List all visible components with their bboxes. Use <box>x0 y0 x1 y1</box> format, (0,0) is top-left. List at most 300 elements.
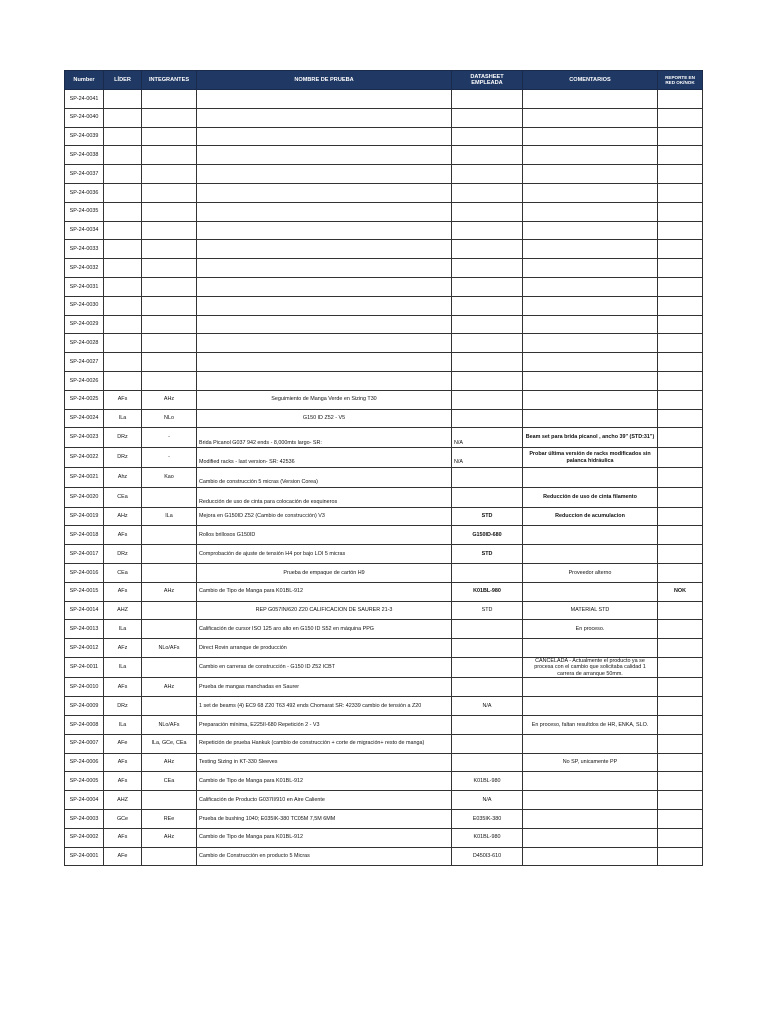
cell-nombre: Seguimiento de Manga Verde en Sizing T30 <box>197 390 452 409</box>
cell-number: SP-24-0033 <box>65 240 104 259</box>
table-row <box>65 582 703 601</box>
cell-nombre: Cambio de Tipo de Manga para K01BL-912 <box>197 772 452 791</box>
table-row <box>65 277 703 296</box>
cell-comentarios <box>523 678 658 697</box>
cell-number: SP-24-0025 <box>65 390 104 409</box>
cell-reporte <box>658 734 703 753</box>
cell-comentarios <box>523 371 658 390</box>
table-row <box>65 409 703 428</box>
cell-number: SP-24-0012 <box>65 639 104 658</box>
cell-nombre <box>197 315 452 334</box>
cell-nombre: Cambio de Tipo de Manga para K01BL-912 <box>197 828 452 847</box>
cell-datasheet: K01BL-980 <box>452 772 523 791</box>
cell-number: SP-24-0026 <box>65 371 104 390</box>
cell-number: SP-24-0035 <box>65 202 104 221</box>
cell-nombre: Calificación de Producto G037II/910 en Aire Caliente <box>197 791 452 810</box>
cell-nombre <box>197 334 452 353</box>
cell-datasheet <box>452 202 523 221</box>
cell-number: SP-24-0039 <box>65 127 104 146</box>
cell-datasheet: N/A <box>452 448 523 468</box>
cell-integrantes <box>142 353 197 372</box>
cell-comentarios <box>523 165 658 184</box>
cell-reporte <box>658 259 703 278</box>
table-row <box>65 828 703 847</box>
cell-comentarios <box>523 90 658 109</box>
table-row <box>65 146 703 165</box>
cell-number: SP-24-0030 <box>65 296 104 315</box>
cell-nombre <box>197 277 452 296</box>
cell-integrantes <box>142 371 197 390</box>
cell-number: SP-24-0001 <box>65 847 104 866</box>
cell-reporte: NOK <box>658 582 703 601</box>
cell-nombre: Prueba de empaque de cartón H9 <box>197 563 452 582</box>
cell-comentarios <box>523 108 658 127</box>
cell-reporte <box>658 828 703 847</box>
cell-comentarios <box>523 315 658 334</box>
cell-reporte <box>658 90 703 109</box>
cell-reporte <box>658 847 703 866</box>
cell-datasheet <box>452 734 523 753</box>
cell-datasheet <box>452 620 523 639</box>
table-row <box>65 601 703 620</box>
cell-reporte <box>658 296 703 315</box>
cell-datasheet: G150ID-680 <box>452 526 523 545</box>
cell-number: SP-24-0004 <box>65 791 104 810</box>
cell-comentarios <box>523 545 658 564</box>
cell-reporte <box>658 791 703 810</box>
header-lider: LÍDER <box>104 71 142 90</box>
cell-comentarios: No SP, unicamente PP <box>523 753 658 772</box>
cell-lider <box>104 127 142 146</box>
cell-reporte <box>658 165 703 184</box>
cell-number: SP-24-0009 <box>65 697 104 716</box>
cell-datasheet <box>452 353 523 372</box>
cell-nombre <box>197 202 452 221</box>
cell-comentarios <box>523 809 658 828</box>
cell-number: SP-24-0019 <box>65 507 104 526</box>
cell-number: SP-24-0002 <box>65 828 104 847</box>
cell-integrantes <box>142 183 197 202</box>
cell-reporte <box>658 467 703 487</box>
cell-reporte <box>658 716 703 735</box>
cell-datasheet <box>452 716 523 735</box>
cell-integrantes <box>142 146 197 165</box>
cell-number: SP-24-0038 <box>65 146 104 165</box>
cell-lider: Ahz <box>104 467 142 487</box>
cell-lider: DRz <box>104 428 142 448</box>
cell-lider <box>104 240 142 259</box>
table-row <box>65 371 703 390</box>
cell-integrantes <box>142 563 197 582</box>
cell-integrantes: AHz <box>142 678 197 697</box>
cell-datasheet: N/A <box>452 791 523 810</box>
table-row <box>65 545 703 564</box>
cell-comentarios <box>523 353 658 372</box>
cell-datasheet: N/A <box>452 697 523 716</box>
table-row <box>65 296 703 315</box>
table-row <box>65 353 703 372</box>
cell-integrantes: AHz <box>142 582 197 601</box>
cell-lider: AHz <box>104 507 142 526</box>
cell-reporte <box>658 428 703 448</box>
table-row <box>65 716 703 735</box>
table-row <box>65 334 703 353</box>
cell-lider: AFs <box>104 390 142 409</box>
cell-lider: DRz <box>104 697 142 716</box>
cell-integrantes <box>142 601 197 620</box>
cell-number: SP-24-0027 <box>65 353 104 372</box>
table-row <box>65 734 703 753</box>
cell-reporte <box>658 487 703 507</box>
cell-comentarios <box>523 847 658 866</box>
header-datasheet: DATASHEET EMPLEADA <box>452 71 523 90</box>
cell-datasheet <box>452 183 523 202</box>
table-row <box>65 753 703 772</box>
cell-number: SP-24-0018 <box>65 526 104 545</box>
cell-comentarios <box>523 734 658 753</box>
cell-reporte <box>658 772 703 791</box>
cell-number: SP-24-0016 <box>65 563 104 582</box>
cell-lider <box>104 353 142 372</box>
cell-integrantes <box>142 240 197 259</box>
cell-integrantes: AHz <box>142 828 197 847</box>
cell-reporte <box>658 639 703 658</box>
cell-datasheet <box>452 240 523 259</box>
cell-comentarios <box>523 697 658 716</box>
cell-number: SP-24-0006 <box>65 753 104 772</box>
cell-reporte <box>658 371 703 390</box>
cell-comentarios: En proceso. <box>523 620 658 639</box>
cell-nombre: Cambio en carreras de construcción - G150 ID Z52 ICBT <box>197 657 452 678</box>
cell-number: SP-24-0028 <box>65 334 104 353</box>
cell-comentarios: Reduccion de acumulacion <box>523 507 658 526</box>
cell-datasheet <box>452 390 523 409</box>
cell-reporte <box>658 809 703 828</box>
cell-datasheet: K01BL-980 <box>452 582 523 601</box>
cell-nombre: Modified racks - last version- SR: 42536 <box>197 448 452 468</box>
cell-reporte <box>658 448 703 468</box>
cell-comentarios: MATERIAL STD <box>523 601 658 620</box>
table-row <box>65 90 703 109</box>
cell-lider: DRz <box>104 448 142 468</box>
cell-lider <box>104 296 142 315</box>
cell-reporte <box>658 277 703 296</box>
header-comentarios: COMENTARIOS <box>523 71 658 90</box>
cell-lider: AFe <box>104 847 142 866</box>
cell-number: SP-24-0003 <box>65 809 104 828</box>
cell-nombre <box>197 371 452 390</box>
cell-number: SP-24-0041 <box>65 90 104 109</box>
cell-number: SP-24-0023 <box>65 428 104 448</box>
cell-lider: ILa <box>104 716 142 735</box>
cell-lider: AFs <box>104 678 142 697</box>
cell-nombre <box>197 240 452 259</box>
cell-lider: AHZ <box>104 601 142 620</box>
table-row <box>65 108 703 127</box>
cell-lider <box>104 146 142 165</box>
cell-lider: ILa <box>104 657 142 678</box>
cell-integrantes: - <box>142 428 197 448</box>
cell-datasheet: K01BL-980 <box>452 828 523 847</box>
cell-comentarios <box>523 582 658 601</box>
cell-comentarios: Reducción de uso de cinta filamento <box>523 487 658 507</box>
cell-lider <box>104 221 142 240</box>
table-row <box>65 202 703 221</box>
cell-integrantes <box>142 334 197 353</box>
cell-nombre: Preparación mínima, E225II-680 Repetición 2 - V3 <box>197 716 452 735</box>
cell-reporte <box>658 507 703 526</box>
cell-integrantes: NLo/AFs <box>142 639 197 658</box>
cell-integrantes <box>142 165 197 184</box>
cell-comentarios <box>523 828 658 847</box>
cell-comentarios <box>523 146 658 165</box>
cell-nombre: Brida Picanol G037 942 ends - 8,000mts largo- SR: <box>197 428 452 448</box>
cell-lider: DRz <box>104 545 142 564</box>
table-row <box>65 127 703 146</box>
cell-datasheet: STD <box>452 507 523 526</box>
cell-nombre <box>197 146 452 165</box>
table-row <box>65 507 703 526</box>
cell-nombre <box>197 183 452 202</box>
cell-lider <box>104 165 142 184</box>
cell-reporte <box>658 146 703 165</box>
cell-datasheet <box>452 563 523 582</box>
cell-integrantes: NLo/AFs <box>142 716 197 735</box>
cell-comentarios: Beam set para brida picanol , ancho 39" (STD:31") <box>523 428 658 448</box>
cell-integrantes: REe <box>142 809 197 828</box>
cell-reporte <box>658 221 703 240</box>
cell-integrantes: AHz <box>142 390 197 409</box>
table-row <box>65 847 703 866</box>
cell-integrantes <box>142 90 197 109</box>
table-row <box>65 221 703 240</box>
cell-comentarios: Probar última versión de racks modificados sin palanca hidráulica <box>523 448 658 468</box>
cell-reporte <box>658 657 703 678</box>
cell-comentarios <box>523 526 658 545</box>
table-row <box>65 428 703 448</box>
cell-number: SP-24-0020 <box>65 487 104 507</box>
cell-number: SP-24-0029 <box>65 315 104 334</box>
cell-nombre: Comprobación de ajuste de tensión H4 por bajo LOI 5 micras <box>197 545 452 564</box>
cell-lider: CEa <box>104 487 142 507</box>
cell-comentarios <box>523 277 658 296</box>
cell-nombre: Cambio de Tipo de Manga para K01BL-912 <box>197 582 452 601</box>
header-reporte: REPORTE EN RED OK/NOK <box>658 71 703 90</box>
cell-comentarios <box>523 127 658 146</box>
cell-reporte <box>658 390 703 409</box>
cell-number: SP-24-0036 <box>65 183 104 202</box>
cell-integrantes: - <box>142 448 197 468</box>
cell-integrantes <box>142 545 197 564</box>
cell-datasheet <box>452 108 523 127</box>
cell-comentarios: CANCELADA - Actualmente el producto ya se procesa con el cambio que solicitaba calidad 1 carrera de arranque 50mm. <box>523 657 658 678</box>
cell-lider: AFs <box>104 582 142 601</box>
cell-datasheet <box>452 409 523 428</box>
cell-integrantes <box>142 487 197 507</box>
cell-comentarios <box>523 639 658 658</box>
cell-datasheet: STD <box>452 601 523 620</box>
table-row <box>65 678 703 697</box>
table-row <box>65 467 703 487</box>
cell-lider <box>104 277 142 296</box>
cell-datasheet <box>452 334 523 353</box>
cell-comentarios <box>523 409 658 428</box>
cell-number: SP-24-0014 <box>65 601 104 620</box>
cell-comentarios <box>523 240 658 259</box>
cell-nombre: Prueba de mangas manchadas en Saurer <box>197 678 452 697</box>
cell-lider: AFs <box>104 526 142 545</box>
cell-nombre: REP G057IN/620 Z20 CALIFICACION DE SAURER 21-3 <box>197 601 452 620</box>
cell-integrantes: CEa <box>142 772 197 791</box>
cell-reporte <box>658 108 703 127</box>
cell-integrantes <box>142 108 197 127</box>
cell-reporte <box>658 601 703 620</box>
cell-comentarios <box>523 467 658 487</box>
cell-integrantes: NLo <box>142 409 197 428</box>
cell-integrantes <box>142 127 197 146</box>
cell-datasheet: STD <box>452 545 523 564</box>
table-row <box>65 791 703 810</box>
cell-datasheet <box>452 315 523 334</box>
cell-lider: AHZ <box>104 791 142 810</box>
cell-number: SP-24-0008 <box>65 716 104 735</box>
cell-lider: CEa <box>104 563 142 582</box>
header-number: Number <box>65 71 104 90</box>
cell-number: SP-24-0021 <box>65 467 104 487</box>
cell-integrantes <box>142 315 197 334</box>
cell-nombre: Direct Rovin arranque de producción <box>197 639 452 658</box>
header-nombre: NOMBRE DE PRUEBA <box>197 71 452 90</box>
cell-comentarios <box>523 296 658 315</box>
cell-number: SP-24-0022 <box>65 448 104 468</box>
header-row <box>65 71 703 90</box>
cell-reporte <box>658 526 703 545</box>
cell-datasheet: D450I3-610 <box>452 847 523 866</box>
cell-integrantes <box>142 526 197 545</box>
cell-integrantes <box>142 697 197 716</box>
cell-datasheet <box>452 371 523 390</box>
cell-datasheet <box>452 146 523 165</box>
cell-nombre: Cambio de construcción 5 micras (Version Corea) <box>197 467 452 487</box>
cell-lider: AFz <box>104 639 142 658</box>
table-row <box>65 563 703 582</box>
cell-nombre <box>197 127 452 146</box>
cell-lider <box>104 183 142 202</box>
cell-lider <box>104 202 142 221</box>
cell-reporte <box>658 315 703 334</box>
cell-number: SP-24-0032 <box>65 259 104 278</box>
cell-lider: ILa <box>104 409 142 428</box>
cell-number: SP-24-0005 <box>65 772 104 791</box>
cell-reporte <box>658 240 703 259</box>
cell-datasheet <box>452 753 523 772</box>
cell-number: SP-24-0013 <box>65 620 104 639</box>
cell-comentarios <box>523 221 658 240</box>
cell-number: SP-24-0040 <box>65 108 104 127</box>
cell-number: SP-24-0024 <box>65 409 104 428</box>
cell-number: SP-24-0034 <box>65 221 104 240</box>
header-integrantes: INTEGRANTES <box>142 71 197 90</box>
cell-nombre <box>197 90 452 109</box>
cell-nombre <box>197 353 452 372</box>
cell-comentarios <box>523 259 658 278</box>
cell-number: SP-24-0037 <box>65 165 104 184</box>
cell-integrantes <box>142 847 197 866</box>
cell-nombre: Mejora en G150ID Z52 (Cambio de construcción) V3 <box>197 507 452 526</box>
cell-nombre: Cambio de Construcción en producto 5 Micras <box>197 847 452 866</box>
cell-datasheet <box>452 90 523 109</box>
table-row <box>65 259 703 278</box>
cell-datasheet <box>452 678 523 697</box>
cell-number: SP-24-0015 <box>65 582 104 601</box>
cell-integrantes <box>142 259 197 278</box>
table-row <box>65 315 703 334</box>
cell-number: SP-24-0007 <box>65 734 104 753</box>
cell-lider <box>104 334 142 353</box>
cell-lider: GCe <box>104 809 142 828</box>
cell-datasheet <box>452 639 523 658</box>
cell-datasheet <box>452 657 523 678</box>
cell-datasheet <box>452 165 523 184</box>
table-row <box>65 639 703 658</box>
cell-comentarios: Proveedor alterno <box>523 563 658 582</box>
cell-nombre <box>197 221 452 240</box>
cell-reporte <box>658 127 703 146</box>
table-row <box>65 183 703 202</box>
cell-comentarios <box>523 791 658 810</box>
cell-comentarios <box>523 390 658 409</box>
table-row <box>65 390 703 409</box>
cell-reporte <box>658 334 703 353</box>
table-row <box>65 772 703 791</box>
cell-lider <box>104 90 142 109</box>
cell-nombre: Prueba de bushing 1040; E035IK-380 TC05M 7,5M 6MM <box>197 809 452 828</box>
cell-reporte <box>658 353 703 372</box>
cell-lider <box>104 371 142 390</box>
cell-integrantes: ILa, GCe, CEa <box>142 734 197 753</box>
table-row <box>65 165 703 184</box>
cell-nombre: 1 set de beams (4) EC9 68 Z20 T63 492 ends Chomarat SR: 42339 cambio de tensión a Z20 <box>197 697 452 716</box>
cell-datasheet <box>452 221 523 240</box>
table-row <box>65 448 703 468</box>
cell-comentarios <box>523 202 658 221</box>
cell-nombre: G150 ID Z52 - V5 <box>197 409 452 428</box>
cell-integrantes <box>142 221 197 240</box>
cell-integrantes <box>142 791 197 810</box>
cell-reporte <box>658 545 703 564</box>
cell-reporte <box>658 409 703 428</box>
cell-comentarios <box>523 334 658 353</box>
cell-number: SP-24-0011 <box>65 657 104 678</box>
cell-nombre: Repetición de prueba Hankuk (cambio de construcción + corte de migración+ resto de manga) <box>197 734 452 753</box>
cell-nombre <box>197 108 452 127</box>
cell-integrantes <box>142 277 197 296</box>
cell-reporte <box>658 697 703 716</box>
cell-integrantes <box>142 657 197 678</box>
cell-datasheet <box>452 467 523 487</box>
cell-datasheet <box>452 127 523 146</box>
cell-lider: AFs <box>104 772 142 791</box>
cell-datasheet <box>452 277 523 296</box>
cell-lider: AFs <box>104 753 142 772</box>
tests-table <box>64 70 703 866</box>
cell-nombre: Rollos brillosos G150ID <box>197 526 452 545</box>
cell-nombre <box>197 259 452 278</box>
cell-comentarios <box>523 772 658 791</box>
cell-lider <box>104 108 142 127</box>
cell-reporte <box>658 678 703 697</box>
cell-comentarios: En proceso, faltan resultdos de HR, ENKA, SLO. <box>523 716 658 735</box>
